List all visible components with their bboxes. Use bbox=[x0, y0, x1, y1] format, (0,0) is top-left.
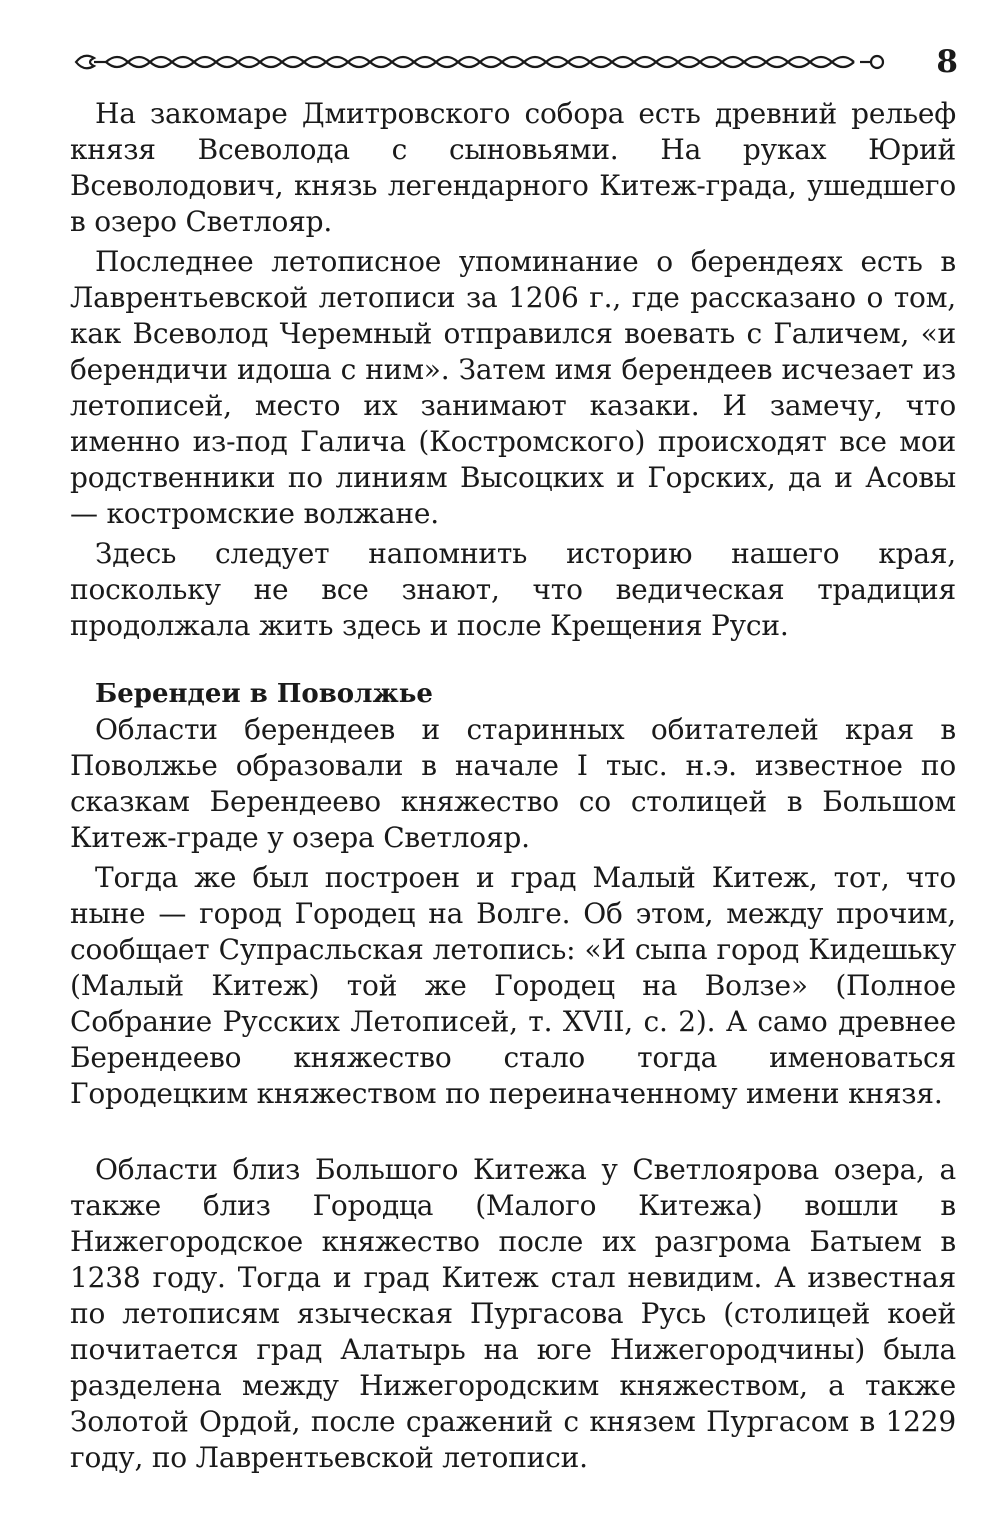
rope-strand bbox=[656, 62, 678, 67]
rope-strand bbox=[150, 62, 172, 67]
rope-strand bbox=[172, 57, 194, 62]
rope-strand bbox=[260, 62, 282, 67]
rope-strand bbox=[326, 57, 348, 62]
rope-strand bbox=[788, 57, 810, 62]
rope-strand bbox=[678, 57, 700, 62]
rope-strand bbox=[304, 62, 326, 67]
rope-strand bbox=[590, 62, 612, 67]
rope-strand bbox=[282, 57, 304, 62]
rope-strand bbox=[304, 57, 326, 62]
rope-strand bbox=[788, 62, 810, 67]
rope-strand bbox=[634, 57, 656, 62]
rope-strand bbox=[106, 62, 128, 67]
rope-strand bbox=[128, 62, 150, 67]
rope-strand bbox=[414, 57, 436, 62]
rope-strand bbox=[590, 57, 612, 62]
rope-strand bbox=[392, 62, 414, 67]
rope-strand bbox=[326, 62, 348, 67]
rope-strand bbox=[414, 62, 436, 67]
rope-strand bbox=[744, 57, 766, 62]
rope-strand bbox=[744, 62, 766, 67]
rope-strand bbox=[458, 62, 480, 67]
rope-strand bbox=[766, 62, 788, 67]
rope-strand bbox=[810, 57, 832, 62]
rope-strand bbox=[546, 57, 568, 62]
braided-rope-ornament-icon bbox=[72, 50, 888, 74]
rope-strand bbox=[260, 57, 282, 62]
paragraph: Тогда же был построен и град Малый Китеж, тот, что ныне — город Городец на Волге. Об этом, между прочим, сообщает Супрасльская летопись: «И сыпа город Кидешьку (Малый Китеж) той же Городец на Волзе» (Полное Собрание Русских Летописей, т. XVII, с. 2). А само древнее Берендеево княжество стало тогда именоваться Городецким княжеством по переиначенному имени князя. bbox=[70, 861, 956, 1110]
rope-strand bbox=[568, 57, 590, 62]
rope-strand bbox=[172, 62, 194, 67]
rope-strand bbox=[524, 62, 546, 67]
rope-strand bbox=[348, 62, 370, 67]
rope-strand bbox=[832, 62, 854, 67]
rope-strand bbox=[238, 57, 260, 62]
section-heading: Берендеи в Поволжье bbox=[95, 679, 433, 709]
rope-strand bbox=[282, 62, 304, 67]
rope-strand bbox=[656, 57, 678, 62]
rope-strand bbox=[216, 62, 238, 67]
rope-strand bbox=[370, 62, 392, 67]
rope-strand bbox=[722, 57, 744, 62]
rope-strand bbox=[106, 57, 128, 62]
rope-strand bbox=[700, 57, 722, 62]
rope-strand bbox=[524, 57, 546, 62]
rope-strand bbox=[568, 62, 590, 67]
rope-strand bbox=[194, 62, 216, 67]
rope-strand bbox=[480, 62, 502, 67]
rope-strand bbox=[458, 57, 480, 62]
rope-strand bbox=[766, 57, 788, 62]
rope-strand bbox=[502, 57, 524, 62]
rope-strand bbox=[370, 57, 392, 62]
paragraph: Области близ Большого Китежа у Светлоярова озера, а также близ Городца (Малого Китежа) вошли в Нижегородское княжество после их разгрома Батыем в 1238 году. Тогда и град Китеж стал невидим. А известная по летописям языческая Пургасова Русь (столицей коей почитается град Алатырь на юге Нижегородчины) была разделена между Нижегородским княжеством, а также Золотой Ордой, после сражений с князем Пургасом в 1229 году, по Лаврентьевской летописи. bbox=[70, 1153, 956, 1474]
body-text bbox=[70, 96, 956, 1476]
rope-strand bbox=[128, 57, 150, 62]
paragraph: Последнее летописное упоминание о берендеях есть в Лаврентьевской летописи за 1206 г., где рассказано о том, как Всеволод Черемный отправился воевать с Галичем, «и берендичи идоша с ним». Затем имя берендеев исчезает из летописей, место их занимают казаки. И замечу, что именно из-под Галича (Костромского) происходят все мои родственники по линиям Высоцких и Горских, да и Асовы — костромские волжане. bbox=[70, 245, 956, 530]
paragraph: На закомаре Дмитровского собора есть древний рельеф князя Всеволода с сыновьями. На руках Юрий Всеволодович, князь легендарного Китеж-града, ушедшего в озеро Светлояр. bbox=[70, 97, 956, 238]
rope-strand bbox=[392, 57, 414, 62]
rope-strand bbox=[194, 57, 216, 62]
paragraph: Здесь следует напомнить историю нашего края, поскольку не все знают, что ведическая традиция продолжала жить здесь и после Крещения Руси. bbox=[70, 537, 956, 642]
rope-strand bbox=[150, 57, 172, 62]
rope-strand bbox=[722, 62, 744, 67]
rope-strand bbox=[480, 57, 502, 62]
rope-strand bbox=[612, 57, 634, 62]
rope-strand bbox=[348, 57, 370, 62]
rope-strand bbox=[436, 57, 458, 62]
rope-strand bbox=[832, 57, 854, 62]
rope-strand bbox=[238, 62, 260, 67]
rope-strand bbox=[634, 62, 656, 67]
rope-strand bbox=[502, 62, 524, 67]
rope-strand bbox=[546, 62, 568, 67]
rope-strand bbox=[216, 57, 238, 62]
paragraph: Области берендеев и старинных обитателей края в Поволжье образовали в начале I тыс. н.э. известное по сказкам Берендеево княжество со столицей в Большом Китеж-граде у озера Светлояр. bbox=[70, 713, 956, 854]
rope-strand bbox=[700, 62, 722, 67]
rope-strand bbox=[678, 62, 700, 67]
rope-strand bbox=[612, 62, 634, 67]
rope-strand bbox=[810, 62, 832, 67]
rope-strand bbox=[436, 62, 458, 67]
page-number: 8 bbox=[936, 44, 958, 80]
page-header bbox=[72, 42, 958, 82]
